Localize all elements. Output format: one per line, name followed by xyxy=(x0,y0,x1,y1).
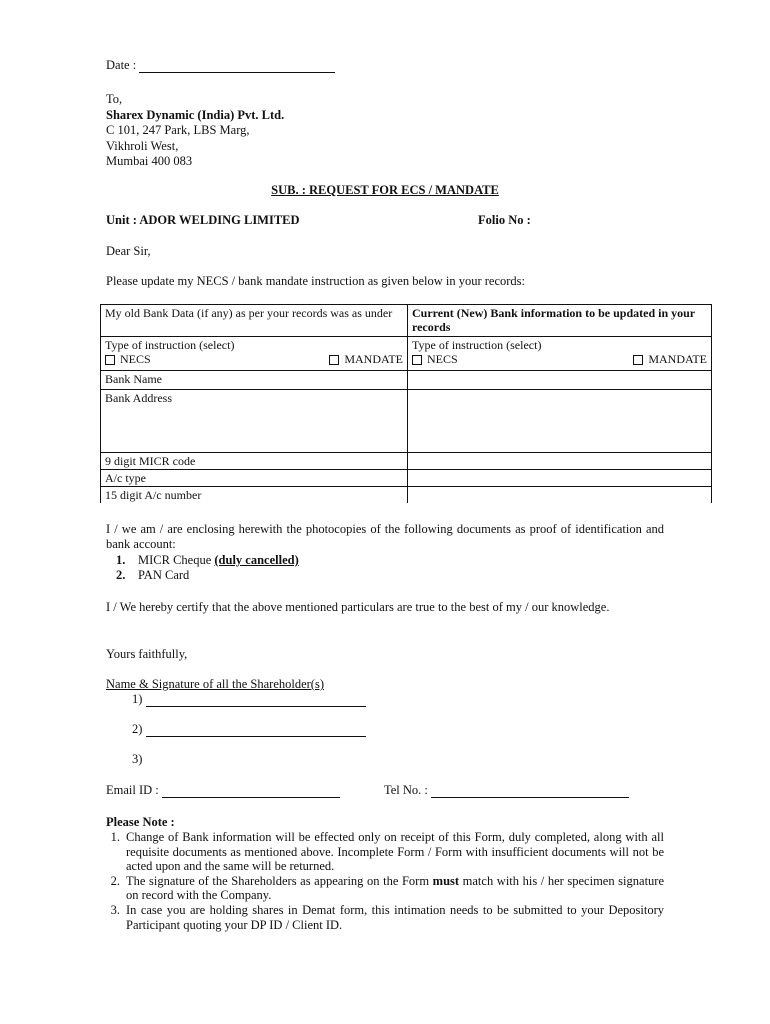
micr-field[interactable] xyxy=(408,453,712,470)
date-field[interactable] xyxy=(139,60,335,73)
instruction-type-row xyxy=(101,337,712,371)
doc-pan-card: PAN Card xyxy=(138,568,190,582)
ac-number-field[interactable] xyxy=(408,487,712,504)
email-row xyxy=(106,783,340,798)
address-line2: Vikhroli West, xyxy=(106,138,179,153)
checkbox-mandate-old[interactable] xyxy=(329,355,339,365)
checkbox-necs-old[interactable] xyxy=(105,355,115,365)
note-2-text: The signature of the Shareholders as appearing on the Form must match with his / her specimen signature on record with the Company. xyxy=(126,873,665,903)
signature-field-1[interactable] xyxy=(146,694,366,707)
notes-list xyxy=(90,830,664,932)
row-label-bank-address: Bank Address xyxy=(101,390,408,453)
address-line1: C 101, 247 Park, LBS Marg, xyxy=(106,123,250,137)
old-data-header: My old Bank Data (if any) as per your records was as under xyxy=(101,305,408,337)
bank-details-table xyxy=(100,304,712,503)
table-row xyxy=(101,470,712,487)
closing: Yours faithfully, xyxy=(106,647,188,661)
signature-line-2: 2) xyxy=(132,722,366,737)
row-label-bank-name: Bank Name xyxy=(101,371,408,390)
list-item: 3. In case you are holding shares in Demat form, this intimation needs to be submitted to your Depository Participant quoting your DP ID / Client ID. xyxy=(110,902,664,932)
certify-paragraph: I / We hereby certify that the above mentioned particulars are true to the best of my / our knowledge. xyxy=(106,600,610,614)
type-label-new: Type of instruction (select) xyxy=(412,338,542,352)
folio-label: Folio No : xyxy=(478,213,531,227)
intro-text: Please update my NECS / bank mandate instruction as given below in your records: xyxy=(106,274,526,288)
table-row xyxy=(101,453,712,470)
email-field[interactable] xyxy=(162,785,340,798)
row-label-ac-type: A/c type xyxy=(101,470,408,487)
note-3-text: In case you are holding shares in Demat form, this intimation needs to be submitted to your Depository Participant quoting your DP ID / Client ID. xyxy=(126,902,664,932)
documents-list xyxy=(116,553,299,583)
type-label-old: Type of instruction (select) xyxy=(105,338,235,352)
bank-address-field[interactable] xyxy=(408,390,712,453)
to-label: To, xyxy=(106,92,123,106)
tel-label: Tel No. : xyxy=(384,783,428,797)
new-data-header: Current (New) Bank information to be updated in your records xyxy=(408,305,712,337)
date-label: Date : xyxy=(106,58,137,72)
address-block xyxy=(106,92,284,170)
signature-line-1: 1) xyxy=(132,692,366,707)
note-heading: Please Note : xyxy=(106,815,175,829)
signature-line-3: 3) xyxy=(132,752,143,766)
salutation: Dear Sir, xyxy=(106,244,151,258)
signature-heading: Name & Signature of all the Shareholder(s) xyxy=(106,677,324,691)
list-item: 2. The signature of the Shareholders as appearing on the Form must match with his / her specimen signature on record with the Company. xyxy=(110,873,665,903)
signature-field-2[interactable] xyxy=(146,724,366,737)
option-necs-old[interactable]: NECS xyxy=(105,352,151,366)
table-row xyxy=(101,390,712,453)
list-item: 1. Change of Bank information will be effected only on receipt of this Form, duly completed, along with all requisite documents as mentioned above. Incomplete Form / Form with insufficient documents will not be acted upon and the same will be returned. xyxy=(110,830,664,874)
row-label-ac-number: 15 digit A/c number xyxy=(101,487,408,504)
list-item: 2. PAN Card xyxy=(116,568,190,582)
option-mandate-new[interactable]: MANDATE xyxy=(633,352,707,366)
ac-type-field[interactable] xyxy=(408,470,712,487)
company-name: Sharex Dynamic (India) Pvt. Ltd. xyxy=(106,107,285,122)
table-row xyxy=(101,371,712,390)
note-1-text: Change of Bank information will be effected only on receipt of this Form, duly completed, along with all requisite documents as mentioned above. Incomplete Form / Form with insufficient documents will not be acted upon and the same will be returned. xyxy=(126,830,664,874)
subject-heading: SUB. : REQUEST FOR ECS / MANDATE xyxy=(271,183,499,197)
table-row xyxy=(101,487,712,504)
option-necs-new[interactable]: NECS xyxy=(412,352,458,366)
row-label-micr: 9 digit MICR code xyxy=(101,453,408,470)
doc-duly-cancelled: (duly cancelled) xyxy=(214,553,299,567)
unit-label: Unit : ADOR WELDING LIMITED xyxy=(106,213,300,227)
list-item: 1. MICR Cheque (duly cancelled) xyxy=(116,553,299,567)
bank-name-field[interactable] xyxy=(408,371,712,390)
checkbox-necs-new[interactable] xyxy=(412,355,422,365)
address-line3: Mumbai 400 083 xyxy=(106,154,193,168)
tel-row xyxy=(384,783,629,798)
option-mandate-old[interactable]: MANDATE xyxy=(329,352,403,366)
email-label: Email ID : xyxy=(106,783,159,797)
table-header-row xyxy=(101,305,712,337)
tel-field[interactable] xyxy=(431,785,629,798)
doc-micr-cheque: MICR Cheque xyxy=(138,553,212,567)
checkbox-mandate-new[interactable] xyxy=(633,355,643,365)
enclosing-paragraph: I / we am / are enclosing herewith the photocopies of the following documents as proof of identification and bank account: xyxy=(106,522,664,551)
folio-field[interactable] xyxy=(542,213,692,227)
date-row xyxy=(106,58,335,73)
